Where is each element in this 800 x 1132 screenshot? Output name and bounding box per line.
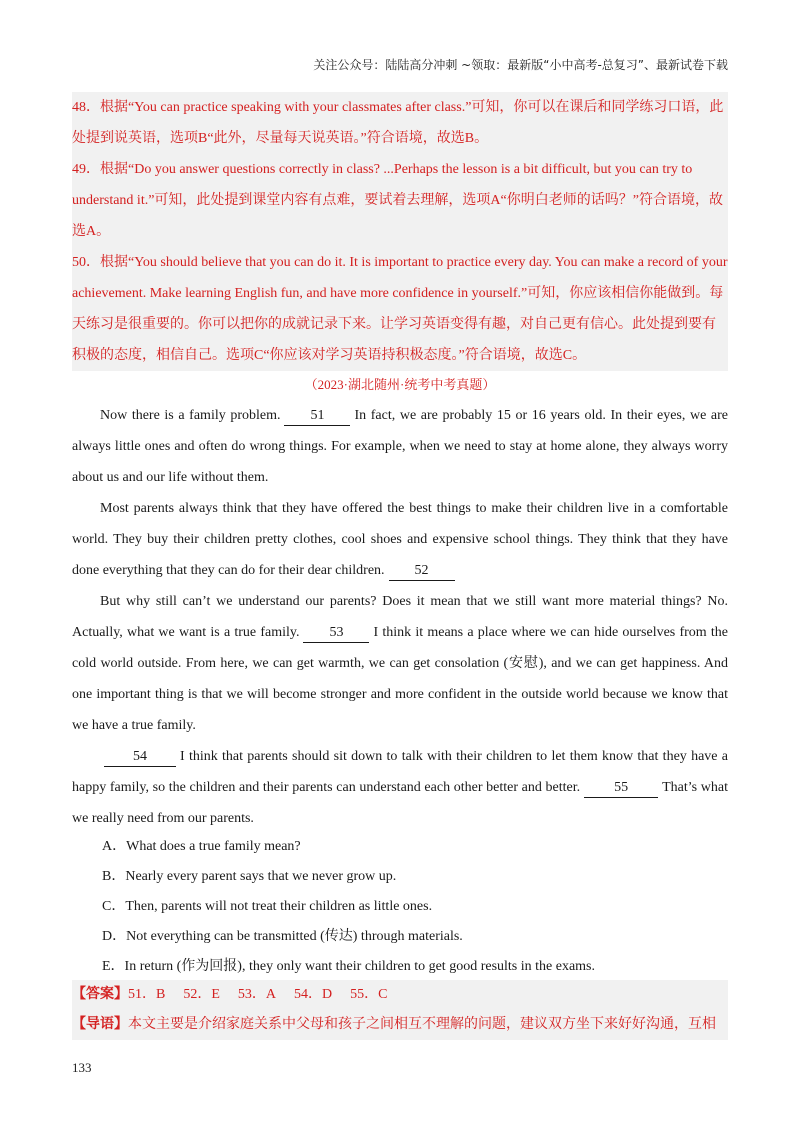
blank-55[interactable]: 55 xyxy=(584,779,658,798)
reading-passage xyxy=(72,400,728,834)
guide-body: 本文主要是介绍家庭关系中父母和孩子之间相互不理解的问题，建议双方坐下来好好沟通，互相 xyxy=(128,1017,716,1032)
blank-54[interactable]: 54 xyxy=(104,748,176,767)
explanation-48: 48．根据“You can practice speaking with your classmates after class.”可知，你可以在课后和同学练习口语，此处提到说英语，选项B“此外，尽量每天说英语。”符合语境，故选B。 xyxy=(72,100,724,146)
answer-55: 55．C xyxy=(350,987,388,1002)
answer-54: 54．D xyxy=(294,987,333,1002)
question-source: （2023·湖北随州·统考中考真题） xyxy=(304,377,496,392)
blank-51[interactable]: 51 xyxy=(284,407,350,426)
passage-paragraph-4: 54 I think that parents should sit down to talk with their children to let them know that they have a happy family, so the children and their parents can understand each other better and better. 55 That’s what we really need from our parents. xyxy=(72,749,728,826)
option-a[interactable]: A．What does a true family mean? xyxy=(102,839,301,854)
guide-tag: 【导语】 xyxy=(72,1017,128,1032)
answer-options xyxy=(102,832,732,982)
option-b[interactable]: B．Nearly every parent says that we never grow up. xyxy=(102,869,397,884)
answer-51: 51．B xyxy=(128,987,166,1002)
option-e[interactable]: E．In return (作为回报), they only want their children to get good results in the exams. xyxy=(102,959,596,974)
explanation-50: 50．根据“You should believe that you can do it. It is important to practice every day. You can make a record of your achievement. Make learning English fun, and have more confidence in yourself.”可知，你应该相信你能做到。每天练习是很重要的。你可以把你的成就记录下来。让学习英语变得有趣，对自己更有信心。此处提到要有积极的态度，相信自己。选项C“你应该对学习英语持积极态度。”符合语境，故选C。 xyxy=(72,255,728,363)
passage-paragraph-3: But why still can’t we understand our parents? Does it mean that we still want more material things? No. Actually, what we want is a true family. 53 I think it means a place where we can hide ourselves from the cold world outside. From here, we can get warmth, we can get consolation (安慰), and we can get happiness. And one important thing is that we will become stronger and more confident in the outside world because we know that we have a true family. xyxy=(72,594,728,733)
option-c[interactable]: C．Then, parents will not treat their children as little ones. xyxy=(102,899,433,914)
blank-52[interactable]: 52 xyxy=(389,562,455,581)
passage-paragraph-1: Now there is a family problem. 51 In fact, we are probably 15 or 16 years old. In their eyes, we are always little ones and often do wrong things. For example, when we need to stay at home alone, they always worry about us and our life without them. xyxy=(72,408,728,485)
page-number: 133 xyxy=(72,1060,92,1075)
passage-paragraph-2: Most parents always think that they have offered the best things to make their children live in a comfortable world. They buy their children pretty clothes, cool shoes and expensive school things. They think that they have done everything that they can do for their dear children. 52 xyxy=(72,493,728,586)
option-d[interactable]: D．Not everything can be transmitted (传达) through materials. xyxy=(102,929,463,944)
blank-53[interactable]: 53 xyxy=(303,624,369,643)
explanations-block xyxy=(72,92,728,371)
answer-key xyxy=(72,980,728,1010)
answer-tag: 【答案】 xyxy=(72,987,128,1002)
answer-52: 52．E xyxy=(183,987,220,1002)
answer-53: 53．A xyxy=(237,987,277,1002)
page-header: 关注公众号：陆陆高分冲刺 ~领取：最新版“小中高考-总复习”、最新试卷下载 xyxy=(313,58,728,72)
explanation-49: 49．根据“Do you answer questions correctly in class? ...Perhaps the lesson is a bit difficult, but you can try to understand it.”可知，此处提到课堂内容有点难，要试着去理解，选项A“你明白老师的话吗？”符合语境，故选A。 xyxy=(72,162,723,239)
guide-text xyxy=(72,1010,728,1040)
